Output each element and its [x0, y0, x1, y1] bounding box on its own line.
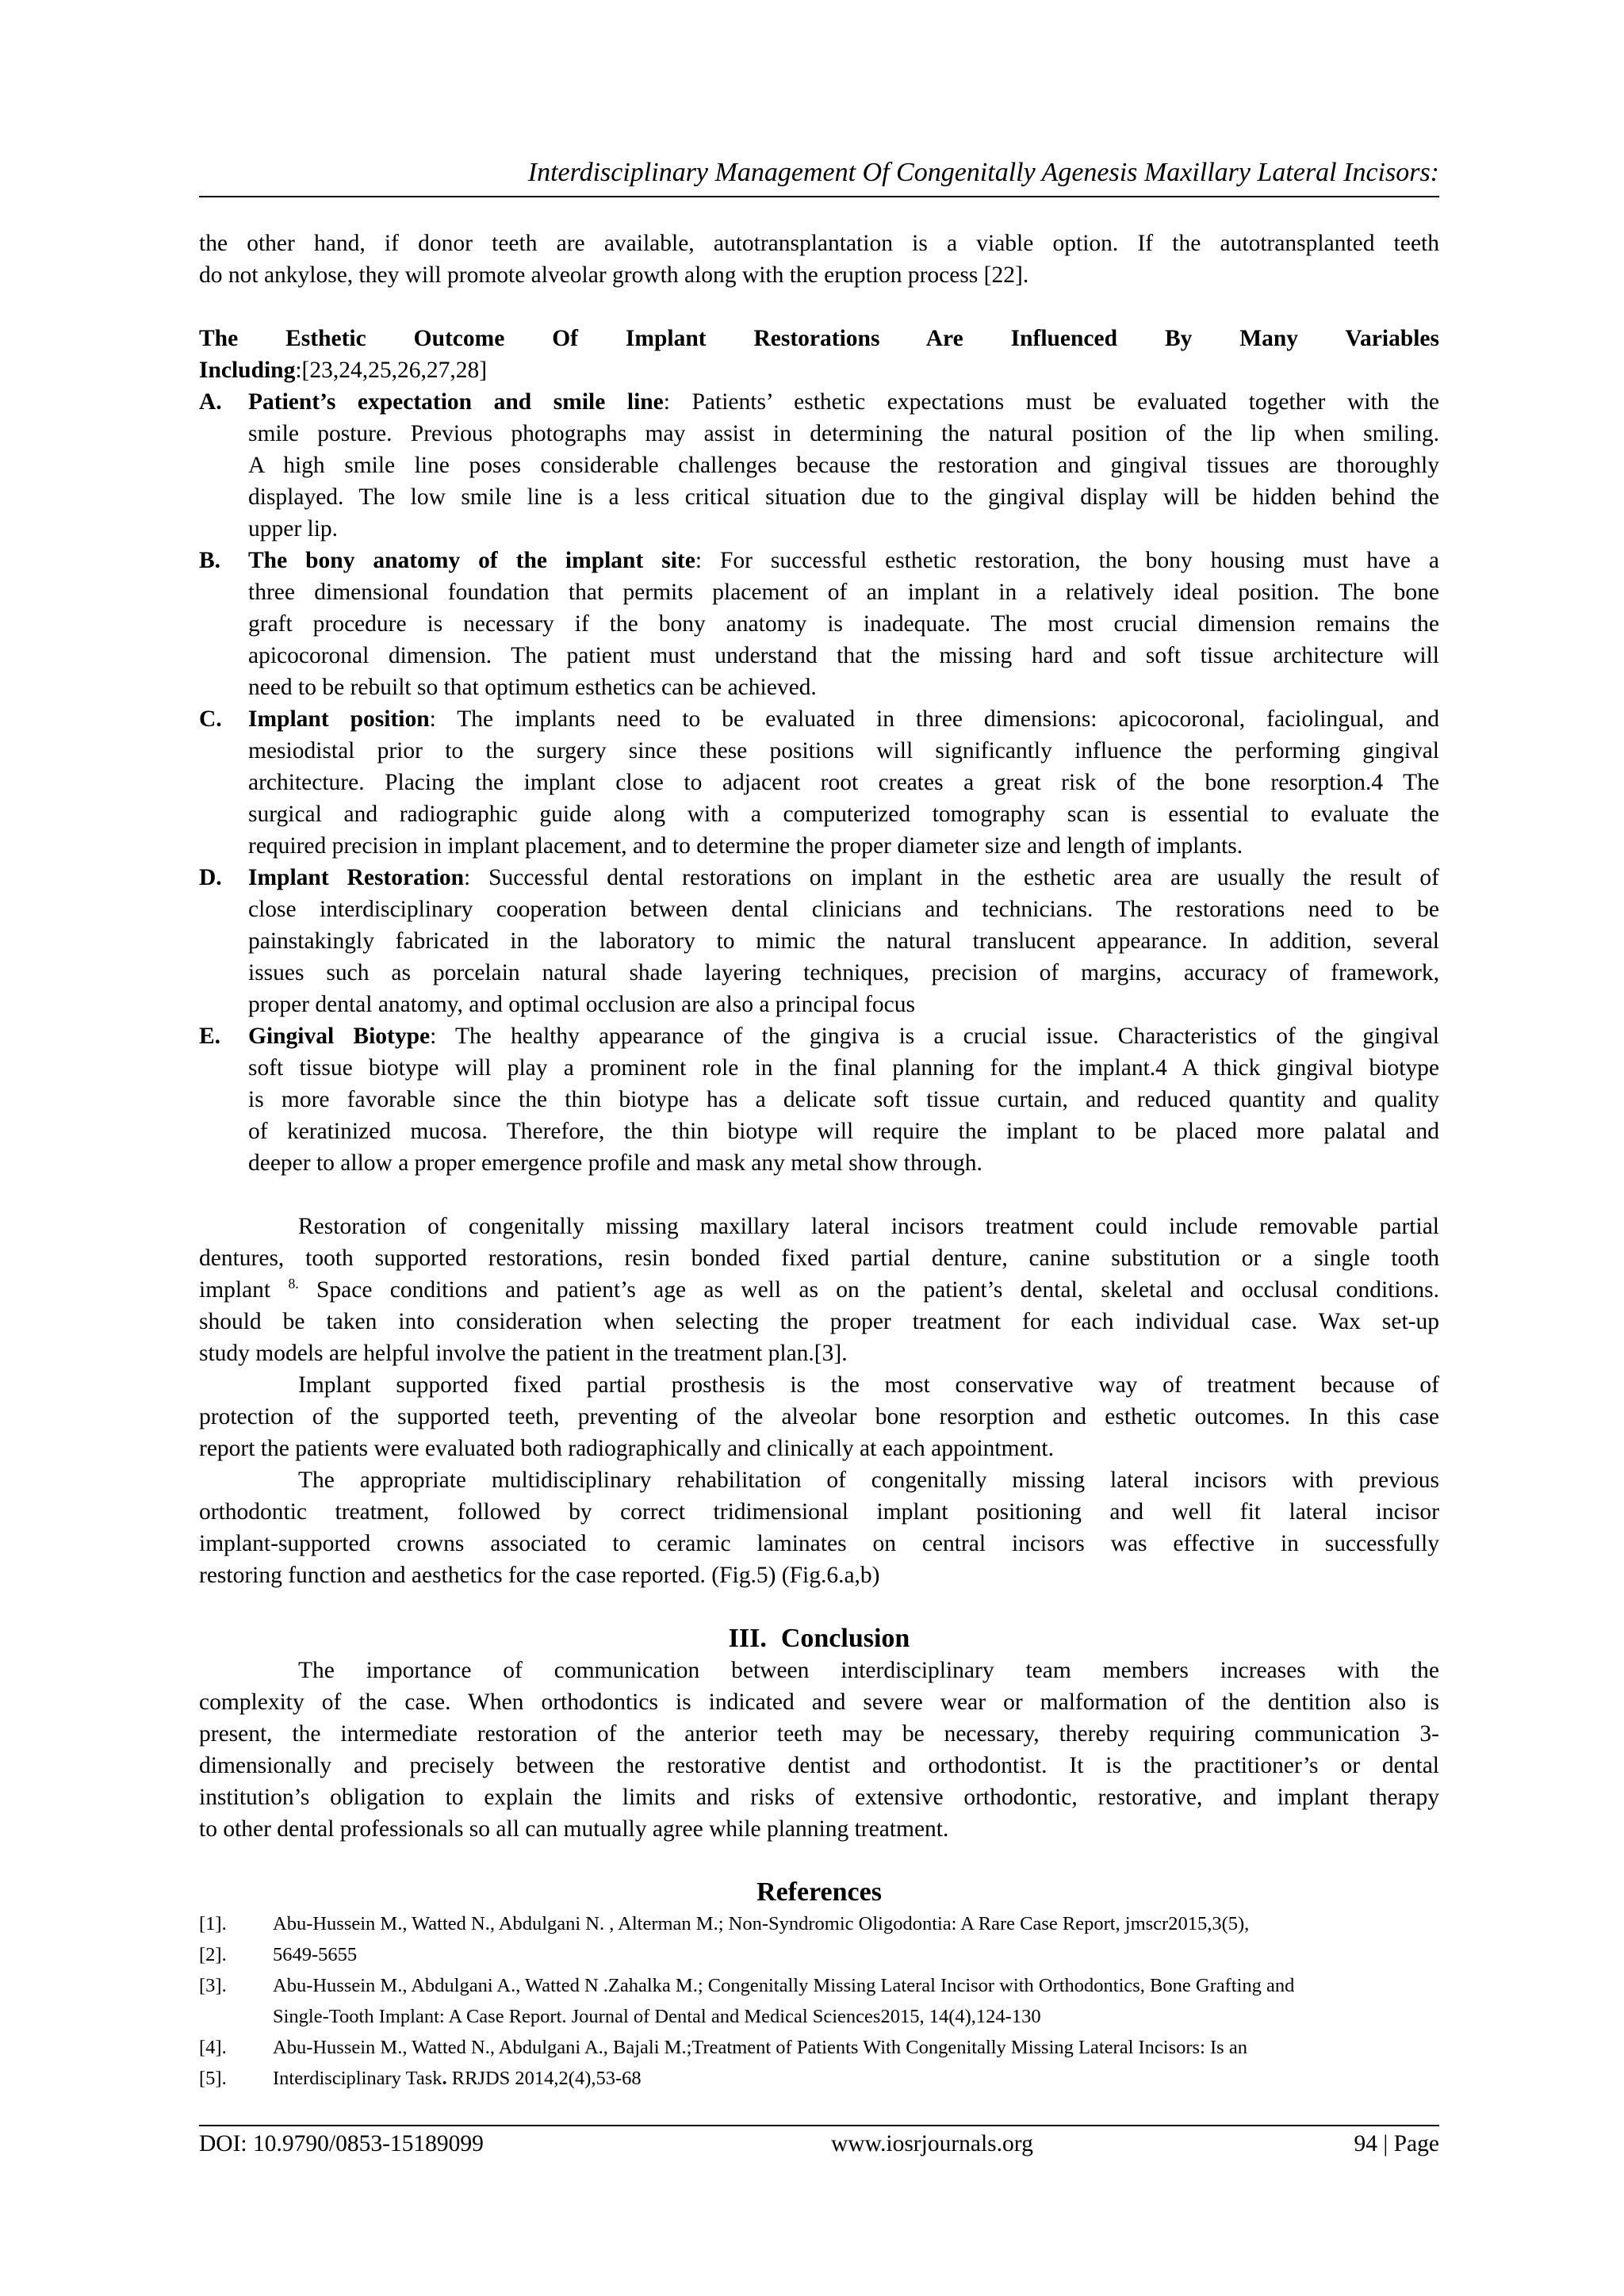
variables-list — [199, 386, 1439, 1179]
paragraph-line: institution’s obligation to explain the limits and risks of extensive orthodontic, restorative, and implant therapy — [199, 1785, 1439, 1810]
blank-line — [199, 1591, 1439, 1623]
list-item-c — [199, 703, 1439, 862]
reference-number: [4]. — [199, 2037, 227, 2058]
paragraph-line — [248, 386, 1439, 418]
reference-number: [5]. — [199, 2068, 227, 2089]
heading-line: The Esthetic Outcome Of Implant Restorations Are Influenced By Many Variables — [199, 326, 1439, 351]
paragraph-line: surgical and radiographic guide along with a computerized tomography scan is essential to evaluate the — [248, 802, 1439, 827]
list-item-body — [248, 703, 1439, 862]
paragraph-line: study models are helpful involve the patient in the treatment plan.[3]. — [199, 1341, 848, 1366]
intro-paragraph — [199, 228, 1439, 291]
paragraph-line: Restoration of congenitally missing maxillary lateral incisors treatment could include removable partial — [298, 1214, 1439, 1239]
paragraph-line: need to be rebuilt so that optimum esthetics can be achieved. — [248, 675, 817, 700]
line-text: implant — [199, 1277, 289, 1303]
paragraph-line: proper dental anatomy, and optimal occlusion are also a principal focus — [248, 992, 916, 1017]
reference-text-part: RRJDS 2014,2(4),53-68 — [446, 2068, 642, 2089]
reference-text: Abu-Hussein M., Abdulgani A., Watted N .Zahalka M.; Congenitally Missing Lateral Incisor with Orthodontics, Bone Grafting and — [273, 1975, 1295, 1996]
list-item-label: B. — [199, 548, 221, 573]
list-item-text: : Patients’ esthetic expectations must be evaluated together with the — [663, 389, 1439, 415]
list-item-term: The bony anatomy of the implant site — [248, 548, 695, 573]
blank-line — [199, 1179, 1439, 1211]
footer-website: www.iosrjournals.org — [831, 2131, 1033, 2156]
paragraph-line: to other dental professionals so all can mutually agree while planning treatment. — [199, 1816, 949, 1842]
paragraph-line: smile posture. Previous photographs may assist in determining the natural position of the lip when smiling. — [248, 421, 1439, 446]
paragraph-line: upper lip. — [248, 516, 339, 541]
reference-text: Abu-Hussein M., Watted N., Abdulgani N. , Alterman M.; Non-Syndromic Oligodontia: A Rare Case Report, jmscr2015,3(5), — [273, 1913, 1250, 1934]
reference-text-part: Interdisciplinary Task — [273, 2068, 442, 2089]
reference-continuation — [199, 2001, 1439, 2032]
paragraph-line: present, the intermediate restoration of the anterior teeth may be necessary, thereby requiring communication 3- — [199, 1721, 1439, 1747]
list-item-body — [248, 545, 1439, 703]
list-item-label: E. — [199, 1024, 221, 1049]
reference-text — [273, 2063, 1439, 2094]
paragraph-line: complexity of the case. When orthodontics is indicated and severe wear or malformation of the dentition also is — [199, 1689, 1439, 1715]
list-item-text: : The implants need to be evaluated in three dimensions: apicocoronal, faciolingual, and — [429, 706, 1439, 732]
paragraph-line: dentures, tooth supported restorations, resin bonded fixed partial denture, canine substitution or a single tooth — [199, 1246, 1439, 1271]
list-item-body — [248, 1020, 1439, 1179]
running-header: Interdisciplinary Management Of Congenitally Agenesis Maxillary Lateral Incisors: — [527, 158, 1439, 187]
reference-number: [1]. — [199, 1913, 227, 1934]
paragraph-line: graft procedure is necessary if the bony anatomy is inadequate. The most crucial dimension remains the — [248, 611, 1439, 637]
paragraph-line — [248, 862, 1439, 894]
paragraph-line: of keratinized mucosa. Therefore, the thin biotype will require the implant to be placed more palatal and — [248, 1119, 1439, 1144]
list-item-b — [199, 545, 1439, 703]
footer-doi: DOI: 10.9790/0853-15189099 — [199, 2131, 484, 2156]
section-number: III. — [728, 1624, 767, 1653]
reference-entry — [199, 2032, 1439, 2063]
heading-keyword: Including — [199, 358, 296, 383]
reference-text: 5649-5655 — [273, 1944, 358, 1965]
list-item-text: : Successful dental restorations on implant in the esthetic area are usually the result of — [464, 865, 1439, 890]
paragraph-line: three dimensional foundation that permits placement of an implant in a relatively ideal position. The bone — [248, 580, 1439, 605]
discussion-paragraph-3 — [199, 1464, 1439, 1591]
list-item-term: Patient’s expectation and smile line — [248, 389, 664, 415]
paragraph-line: Implant supported fixed partial prosthesis is the most conservative way of treatment because of — [298, 1372, 1439, 1398]
references-heading: References — [756, 1877, 882, 1907]
list-item-text: : For successful esthetic restoration, the bony housing must have a — [695, 548, 1439, 573]
paragraph-line — [248, 703, 1439, 735]
paragraph-line: the other hand, if donor teeth are available, autotransplantation is a viable option. If the autotransplanted teeth — [199, 231, 1439, 256]
paragraph-line: soft tissue biotype will play a prominent role in the final planning for the implant.4 A thick gingival biotype — [248, 1055, 1439, 1081]
reference-entry — [199, 2063, 1439, 2094]
paragraph-line: restoring function and aesthetics for the case reported. (Fig.5) (Fig.6.a,b) — [199, 1563, 880, 1588]
reference-text-bold: . — [442, 2068, 447, 2089]
discussion-paragraph-2 — [199, 1369, 1439, 1464]
paragraph-line — [199, 1274, 1439, 1306]
blank-line — [199, 291, 1439, 323]
section-title: Conclusion — [780, 1624, 910, 1653]
variables-heading — [199, 323, 1439, 386]
reference-number: [3]. — [199, 1975, 227, 1996]
conclusion-paragraph — [199, 1655, 1439, 1845]
list-item-label: A. — [199, 389, 222, 415]
paragraph-line: The importance of communication between interdisciplinary team members increases with the — [298, 1658, 1439, 1683]
reference-entry — [199, 1908, 1439, 1939]
list-item-term: Gingival Biotype — [248, 1024, 431, 1049]
paragraph-line: should be taken into consideration when selecting the proper treatment for each individual case. Wax set-up — [199, 1309, 1439, 1334]
paragraph-line: protection of the supported teeth, preventing of the alveolar bone resorption and esthetic outcomes. In this case — [199, 1404, 1439, 1429]
conclusion-heading — [199, 1623, 1439, 1655]
paragraph-line: The appropriate multidisciplinary rehabilitation of congenitally missing lateral incisors with previous — [298, 1468, 1439, 1493]
paragraph-line: displayed. The low smile line is a less critical situation due to the gingival display will be hidden behind the — [248, 484, 1439, 510]
reference-entry — [199, 1970, 1439, 2001]
paragraph-line: architecture. Placing the implant close to adjacent root creates a great risk of the bone resorption.4 The — [248, 770, 1439, 795]
blank-line — [199, 1845, 1439, 1877]
footer-page-number: 94 | Page — [1354, 2131, 1439, 2156]
paragraph-line — [248, 545, 1439, 576]
paragraph-line — [248, 1020, 1439, 1052]
footer-rule — [199, 2125, 1439, 2126]
paragraph-line: issues such as porcelain natural shade layering techniques, precision of margins, accuracy of framework, — [248, 960, 1439, 985]
line-text: Space conditions and patient’s age as well as on the patient’s dental, skeletal and occlusal conditions. — [298, 1277, 1439, 1303]
reference-number: [2]. — [199, 1944, 227, 1965]
reference-list — [199, 1908, 1439, 2094]
paragraph-line: close interdisciplinary cooperation between dental clinicians and technicians. The restorations need to be — [248, 897, 1439, 922]
list-item-body — [248, 862, 1439, 1020]
paragraph-line: painstakingly fabricated in the laboratory to mimic the natural translucent appearance. In addition, several — [248, 928, 1439, 954]
paragraph-line: do not ankylose, they will promote alveolar growth along with the eruption process [22]. — [199, 262, 1029, 288]
paragraph-line: report the patients were evaluated both radiographically and clinically at each appointment. — [199, 1436, 1054, 1461]
paragraph-line: dimensionally and precisely between the restorative dentist and orthodontist. It is the practitioner’s or dental — [199, 1753, 1439, 1778]
paragraph-line: orthodontic treatment, followed by correct tridimensional implant positioning and well fit lateral incisor — [199, 1499, 1439, 1525]
paragraph-line: required precision in implant placement, and to determine the proper diameter size and length of implants. — [248, 833, 1243, 859]
paragraph-line: is more favorable since the thin biotype has a delicate soft tissue curtain, and reduced quantity and quality — [248, 1087, 1439, 1112]
paragraph-line: mesiodistal prior to the surgery since these positions will significantly influence the performing gingival — [248, 738, 1439, 763]
heading-line — [199, 354, 1439, 386]
reference-text: Single-Tooth Implant: A Case Report. Journal of Dental and Medical Sciences2015, 14(4),124-130 — [273, 2006, 1041, 2027]
list-item-label: D. — [199, 865, 222, 890]
list-item-a — [199, 386, 1439, 545]
list-item-label: C. — [199, 706, 222, 732]
paragraph-line: A high smile line poses considerable challenges because the restoration and gingival tissues are thoroughly — [248, 453, 1439, 478]
list-item-body — [248, 386, 1439, 545]
page-footer — [199, 2128, 1439, 2160]
citation-superscript: 8. — [288, 1276, 299, 1292]
paragraph-line: apicocoronal dimension. The patient must understand that the missing hard and soft tissue architecture will — [248, 643, 1439, 668]
discussion-paragraph-1 — [199, 1211, 1439, 1369]
list-item-e — [199, 1020, 1439, 1179]
list-item-term: Implant Restoration — [248, 865, 465, 890]
list-item-d — [199, 862, 1439, 1020]
header-rule — [199, 196, 1439, 197]
list-item-text: : The healthy appearance of the gingiva is a crucial issue. Characteristics of the gingival — [430, 1024, 1439, 1049]
paragraph-line: deeper to allow a proper emergence profile and mask any metal show through. — [248, 1150, 982, 1176]
reference-text: Abu-Hussein M., Watted N., Abdulgani A., Bajali M.;Treatment of Patients With Congenitally Missing Lateral Incisors: Is an — [273, 2037, 1247, 2058]
list-item-term: Implant position — [248, 706, 430, 732]
paragraph-line: implant-supported crowns associated to ceramic laminates on central incisors was effective in successfully — [199, 1531, 1439, 1556]
citation-list: :[23,24,25,26,27,28] — [295, 358, 488, 383]
article-body — [199, 228, 1439, 2094]
reference-entry — [199, 1939, 1439, 1970]
